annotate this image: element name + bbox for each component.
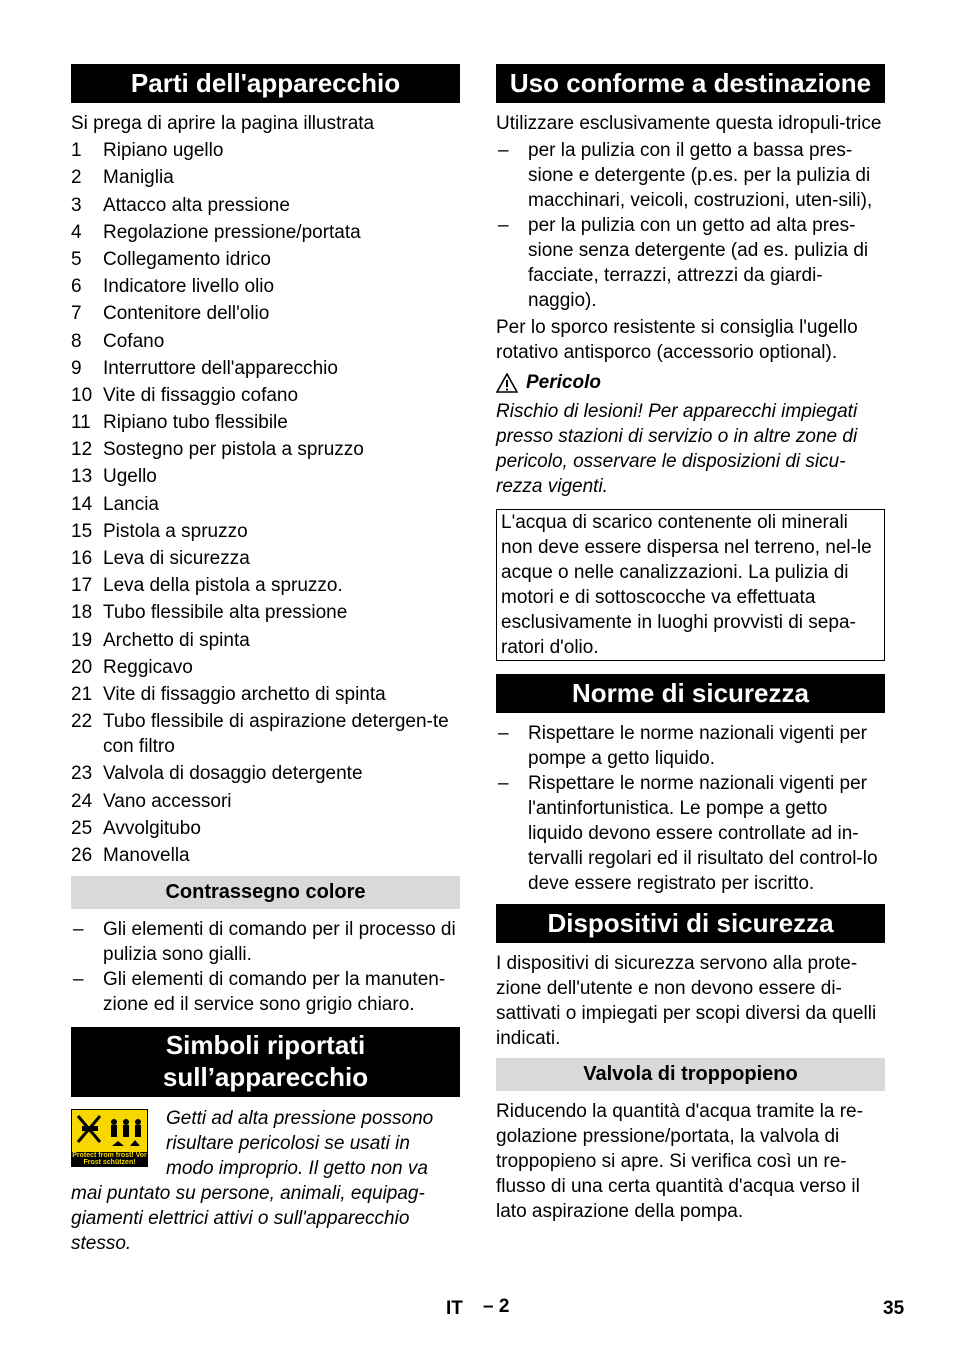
parts-item-label: Avvolgitubo bbox=[103, 817, 201, 839]
safety-item bbox=[496, 771, 885, 896]
parts-item-label: Ripiano ugello bbox=[103, 140, 224, 162]
parts-item-number: 26 bbox=[71, 844, 93, 866]
parts-item-label: Manovella bbox=[103, 844, 190, 866]
dash-bullet: – bbox=[73, 918, 84, 940]
parts-list-item bbox=[71, 655, 460, 680]
parts-list-item bbox=[71, 573, 460, 598]
parts-list-item bbox=[71, 761, 460, 786]
footer-subpage: – 2 bbox=[483, 1296, 510, 1317]
use-item-text: per la pulizia con il getto a bassa pres-sione e detergente (p.es. per la pulizia di macchinari, veicoli, costruzioni, uten-sili), bbox=[528, 140, 873, 211]
safety-list bbox=[496, 721, 885, 896]
parts-item-number: 25 bbox=[71, 817, 93, 839]
parts-item-number: 4 bbox=[71, 221, 82, 243]
parts-item-label: Lancia bbox=[103, 493, 159, 515]
color-item bbox=[71, 967, 460, 1017]
danger-title-label: Pericolo bbox=[526, 372, 601, 393]
symbols-heading bbox=[71, 1027, 460, 1097]
parts-item-number: 8 bbox=[71, 330, 82, 352]
parts-item-number: 21 bbox=[71, 683, 93, 705]
use-note: Per lo sporco resistente si consiglia l'ugello rotativo antisporco (accessorio optional). bbox=[496, 317, 858, 363]
symbol-row bbox=[71, 1106, 460, 1256]
valve-heading: Valvola di troppopieno bbox=[496, 1058, 885, 1091]
parts-item-label: Archetto di spinta bbox=[103, 629, 250, 651]
warning-triangle-icon bbox=[496, 373, 518, 393]
parts-item-number: 19 bbox=[71, 629, 93, 651]
parts-list-item bbox=[71, 816, 460, 841]
parts-item-number: 24 bbox=[71, 790, 93, 812]
footer-language: IT bbox=[446, 1298, 463, 1319]
color-list bbox=[71, 917, 460, 1017]
parts-item-number: 7 bbox=[71, 303, 82, 325]
parts-list-item bbox=[71, 274, 460, 299]
use-list bbox=[496, 138, 885, 313]
parts-list-item bbox=[71, 843, 460, 868]
devices-heading: Dispositivi di sicurezza bbox=[496, 904, 885, 943]
right-column bbox=[496, 64, 885, 1224]
parts-item-label: Reggicavo bbox=[103, 656, 193, 678]
parts-item-label: Leva di sicurezza bbox=[103, 548, 250, 569]
parts-intro: Si prega di aprire la pagina illustrata bbox=[71, 113, 375, 134]
parts-list-item bbox=[71, 437, 460, 462]
parts-heading: Parti dell'apparecchio bbox=[71, 64, 460, 103]
color-item-text: Gli elementi di comando per la manuten-zione ed il service sono grigio chiaro. bbox=[103, 968, 446, 1015]
parts-item-label: Tubo flessibile di aspirazione detergen-te con filtro bbox=[103, 711, 449, 758]
color-item-text: Gli elementi di comando per il processo di pulizia sono gialli. bbox=[103, 918, 456, 965]
parts-item-number: 12 bbox=[71, 439, 93, 461]
parts-list-item bbox=[71, 410, 460, 435]
parts-item-number: 1 bbox=[71, 140, 82, 162]
parts-item-number: 5 bbox=[71, 248, 82, 270]
use-item bbox=[496, 213, 885, 313]
parts-list-item bbox=[71, 600, 460, 625]
parts-list-item bbox=[71, 329, 460, 354]
parts-list-item bbox=[71, 546, 460, 571]
parts-item-number: 11 bbox=[71, 412, 91, 434]
use-intro: Utilizzare esclusivamente questa idropuli-trice bbox=[496, 113, 882, 134]
safety-item-text: Rispettare le norme nazionali vigenti per l'antinfortunistica. Le pompe a getto liquido devono essere controllate ad in-tervalli regolari ed il risultato del control-lo deve essere registrato per iscritto. bbox=[528, 773, 878, 894]
parts-item-label: Tubo flessibile alta pressione bbox=[103, 602, 348, 624]
frost-label: Protect from frost! Vor Frost schützen! bbox=[72, 1151, 147, 1166]
use-heading: Uso conforme a destinazione bbox=[496, 64, 885, 103]
parts-list bbox=[71, 138, 460, 868]
parts-item-label: Cofano bbox=[103, 330, 165, 352]
parts-item-label: Sostegno per pistola a spruzzo bbox=[103, 439, 364, 461]
left-column bbox=[71, 64, 460, 1256]
parts-item-label: Ripiano tubo flessibile bbox=[103, 412, 288, 434]
parts-item-label: Interruttore dell'apparecchio bbox=[103, 357, 338, 379]
parts-list-item bbox=[71, 138, 460, 163]
color-heading: Contrassegno colore bbox=[71, 876, 460, 909]
parts-item-number: 6 bbox=[71, 276, 82, 298]
safety-item-text: Rispettare le norme nazionali vigenti per pompe a getto liquido. bbox=[528, 723, 868, 769]
parts-list-item bbox=[71, 220, 460, 245]
devices-text: I dispositivi di sicurezza servono alla prote-zione dell'utente e non devono essere di-sattivati o impiegati per scopi diversi da quelli indicati. bbox=[496, 953, 877, 1049]
parts-item-label: Ugello bbox=[103, 466, 157, 488]
parts-item-label: Pistola a spruzzo bbox=[103, 520, 248, 542]
parts-item-number: 16 bbox=[71, 548, 93, 569]
parts-item-label: Vite di fissaggio cofano bbox=[103, 384, 299, 406]
parts-item-label: Maniglia bbox=[103, 167, 174, 189]
safety-item bbox=[496, 721, 885, 771]
parts-item-number: 9 bbox=[71, 357, 82, 379]
parts-item-label: Leva della pistola a spruzzo. bbox=[103, 575, 343, 597]
environment-note-box: L'acqua di scarico contenente oli minerali non deve essere dispersa nel terreno, nel-le acque o nelle canalizzazioni. La pulizia di motori e di sottoscocche va effettuata esclusivamente in luoghi provvisti di sepa-ratori d'olio. bbox=[496, 509, 885, 661]
parts-item-number: 3 bbox=[71, 194, 82, 216]
parts-item-label: Contenitore dell'olio bbox=[103, 303, 270, 325]
danger-text: Rischio di lesioni! Per apparecchi impiegati presso stazioni di servizio o in altre zone di pericolo, osservare le disposizioni di sicu-rezza vigenti. bbox=[496, 401, 858, 497]
parts-item-number: 10 bbox=[71, 384, 93, 406]
parts-item-number: 2 bbox=[71, 167, 82, 189]
symbols-heading-line-1: Simboli riportati bbox=[165, 1029, 366, 1060]
parts-item-label: Vite di fissaggio archetto di spinta bbox=[103, 683, 386, 705]
parts-list-item bbox=[71, 628, 460, 653]
symbol-text: Getti ad alta pressione possono risultare pericolosi se usati in modo improprio. Il getto non va mai puntato su persone, animali, equipag-giamenti elettrici attivi o sull'apparecchio stesso. bbox=[71, 1107, 434, 1254]
parts-list-item bbox=[71, 356, 460, 381]
dash-bullet: – bbox=[498, 140, 509, 161]
parts-list-item bbox=[71, 492, 460, 517]
parts-item-label: Indicatore livello olio bbox=[103, 276, 275, 298]
parts-item-number: 22 bbox=[71, 711, 93, 733]
parts-item-label: Attacco alta pressione bbox=[103, 194, 290, 216]
parts-item-label: Regolazione pressione/portata bbox=[103, 221, 361, 243]
dash-bullet: – bbox=[498, 773, 509, 794]
parts-item-number: 14 bbox=[71, 493, 93, 515]
parts-item-number: 20 bbox=[71, 656, 93, 678]
parts-list-item bbox=[71, 789, 460, 814]
parts-item-number: 13 bbox=[71, 466, 93, 488]
high-pressure-warning-icon bbox=[72, 1110, 147, 1152]
parts-list-item bbox=[71, 682, 460, 707]
symbols-heading-line-2: sull’apparecchio bbox=[162, 1061, 369, 1092]
parts-item-number: 23 bbox=[71, 763, 93, 785]
color-item bbox=[71, 917, 460, 967]
footer-page-number: 35 bbox=[883, 1298, 905, 1319]
danger-title bbox=[496, 370, 885, 395]
parts-list-item bbox=[71, 193, 460, 218]
parts-item-label: Vano accessori bbox=[103, 790, 232, 812]
use-item bbox=[496, 138, 885, 213]
parts-list-item bbox=[71, 301, 460, 326]
parts-list-item bbox=[71, 165, 460, 190]
parts-item-number: 18 bbox=[71, 602, 93, 624]
valve-text: Riducendo la quantità d'acqua tramite la re-golazione pressione/portata, la valvola di troppopieno si apre. Si verifica così un re-flusso di una certa quantità d'acqua verso il lato aspirazione della pompa. bbox=[496, 1101, 863, 1222]
dash-bullet: – bbox=[498, 215, 509, 236]
parts-list-item bbox=[71, 247, 460, 272]
parts-list-item bbox=[71, 383, 460, 408]
dash-bullet: – bbox=[73, 968, 84, 990]
dash-bullet: – bbox=[498, 723, 509, 744]
parts-item-label: Valvola di dosaggio detergente bbox=[103, 763, 363, 785]
use-item-text: per la pulizia con un getto ad alta pres-sione senza detergente (ad es. pulizia di facciate, terrazzi, attrezzi da giardi-naggio). bbox=[528, 215, 869, 311]
parts-item-label: Collegamento idrico bbox=[103, 248, 271, 270]
parts-item-number: 17 bbox=[71, 575, 93, 597]
warning-symbol-icon bbox=[71, 1109, 148, 1167]
parts-list-item bbox=[71, 709, 460, 759]
parts-list-item bbox=[71, 519, 460, 544]
parts-item-number: 15 bbox=[71, 520, 93, 542]
safety-heading: Norme di sicurezza bbox=[496, 674, 885, 713]
parts-list-item bbox=[71, 464, 460, 489]
